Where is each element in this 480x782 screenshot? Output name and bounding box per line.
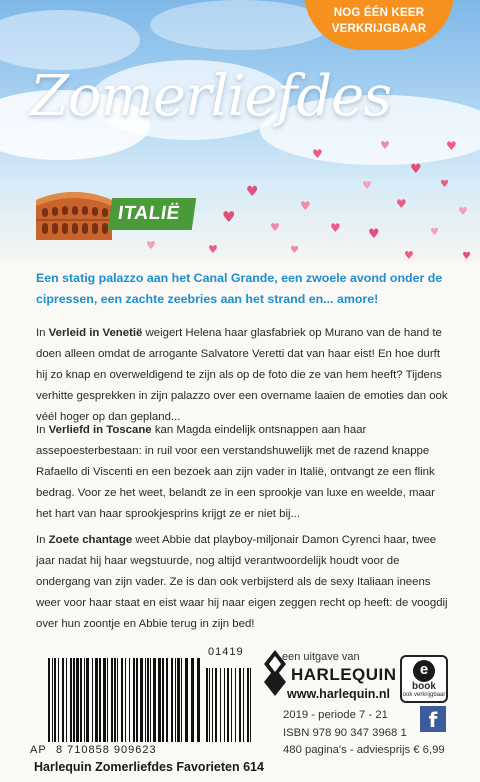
barcode-digits: 8 710858 909623 (56, 744, 157, 756)
story-title: Zoete chantage (48, 534, 133, 546)
story-title: Verleid in Venetië (48, 327, 143, 339)
barcode-bar (76, 658, 79, 742)
barcode-addon-bar (220, 668, 221, 742)
heart-icon: ♥ (430, 227, 439, 238)
barcode-bar (84, 658, 85, 742)
barcode-bar (140, 658, 143, 742)
barcode-bar (103, 658, 106, 742)
barcode-bar (95, 658, 98, 742)
heart-icon: ♥ (208, 243, 218, 256)
colosseum-icon (34, 186, 114, 240)
heart-icon: ♥ (446, 139, 457, 153)
story-prefix: In (36, 534, 49, 546)
barcode-addon: 01419 (208, 646, 244, 658)
heart-icon: ♥ (270, 221, 280, 234)
barcode-bar (80, 658, 82, 742)
barcode-bar (70, 658, 72, 742)
barcode-addon-bar (250, 668, 251, 742)
story-text: kan Magda eindelijk ontsnappen aan haar assepoesterbestaan: in ruil voor een verstandshuwelijk met de razend knappe Rafaello di Viscenti en een bezoek aan zijn vader in Italië, ontvangt ze een flink bedrag. Voor ze het weet, belandt ze in een sprookje van luxe en weelde, maar het hart van haar sprookjesprins krijgt ze er niet bij... (36, 424, 435, 520)
barcode-bar (166, 658, 168, 742)
heart-icon: ♥ (404, 249, 414, 262)
barcode-bar (177, 658, 180, 742)
barcode-bar (171, 658, 173, 742)
barcode-bar (150, 658, 151, 742)
story-text: weigert Helena haar glasfabriek op Murano van de hand te doen alleen omdat de arrogante Salvatore Veretti dat van haar eist! En hoe durft hij zo knap en overweldigend te zijn als op de foto die ze van hem heeft? Tijdens verhitte gesprekken in zijn palazzo over een overname laaien de emoties dan ook véél hoger op dan gepland... (36, 327, 448, 423)
barcode-bar (125, 658, 126, 742)
publisher-tagline: een uitgave van (282, 651, 360, 663)
barcode-bar (54, 658, 56, 742)
barcode-bar (181, 658, 182, 742)
barcode-addon-bar (206, 668, 208, 742)
barcode-bar (111, 658, 113, 742)
barcode-bar (92, 658, 93, 742)
barcode-addon-bar (224, 668, 225, 742)
barcode-bar (66, 658, 67, 742)
series-title: Zomerliefdes (30, 64, 392, 129)
ebook-icon (400, 655, 448, 703)
heart-icon: ♥ (362, 179, 372, 192)
barcode-bar (136, 658, 138, 742)
publisher-website[interactable]: www.harlequin.nl (287, 687, 391, 701)
heart-icon: ♥ (290, 245, 299, 256)
story-title: Verliefd in Toscane (48, 424, 152, 436)
heart-icon: ♥ (462, 251, 471, 262)
barcode-addon-bar (212, 668, 213, 742)
heart-icon: ♥ (146, 239, 156, 252)
ebook-word: book (412, 681, 436, 692)
barcode-addon-bar (243, 668, 244, 742)
barcode-bar (117, 658, 118, 742)
barcode-addon-bar (209, 668, 210, 742)
heart-icon: ♥ (440, 179, 449, 190)
barcode-bar (162, 658, 164, 742)
barcode-addon-bar (231, 668, 232, 742)
barcode-addon-bar (235, 668, 236, 742)
barcode-bar (99, 658, 101, 742)
story-prefix: In (36, 424, 49, 436)
barcode-bar (62, 658, 64, 742)
country-label: ITALIË (108, 198, 196, 230)
heart-icon: ♥ (380, 139, 390, 152)
heart-icon: ♥ (330, 221, 341, 235)
barcode-bar (158, 658, 161, 742)
barcode-addon-bar (247, 668, 249, 742)
barcode-prefix: AP (30, 744, 47, 756)
barcode-bar (175, 658, 176, 742)
series-footer: Harlequin Zomerliefdes Favorieten 614 (34, 760, 264, 774)
barcode (30, 646, 254, 756)
intro-text: Een statig palazzo aan het Canal Grande, een zwoele avond onder de cipressen, een zachte zeebries aan het strand en... amore! (36, 271, 443, 306)
heart-icon: ♥ (410, 162, 422, 177)
barcode-bar (52, 658, 53, 742)
barcode-bar (107, 658, 108, 742)
barcode-bars (30, 658, 254, 748)
heart-icon: ♥ (396, 197, 407, 211)
barcode-bar (129, 658, 130, 742)
barcode-bar (147, 658, 149, 742)
badge-line-2: VERKRIJGBAAR (331, 22, 427, 35)
story-paragraph-3 (36, 530, 450, 635)
barcode-bar (86, 658, 89, 742)
story-paragraph-1 (36, 323, 450, 428)
barcode-addon-bar (215, 668, 217, 742)
isbn: ISBN 978 90 347 3968 1 (283, 727, 407, 739)
heart-icon: ♥ (458, 205, 468, 218)
barcode-addon-bar (239, 668, 241, 742)
barcode-bar (153, 658, 156, 742)
heart-icon: ♥ (222, 208, 236, 226)
barcode-bar (185, 658, 188, 742)
publisher-name: HARLEQUIN (291, 665, 397, 684)
barcode-bar (145, 658, 146, 742)
barcode-bar (58, 658, 59, 742)
story-prefix: In (36, 327, 49, 339)
story-paragraph-2 (36, 420, 450, 525)
edition-info: 2019 - periode 7 - 21 (283, 709, 388, 721)
pages-price: 480 pagina's - adviesprijs € 6,99 (283, 744, 445, 756)
heart-icon: ♥ (246, 184, 259, 200)
ebook-letter: e (413, 660, 435, 682)
story-text: weet Abbie dat playboy-miljonair Damon Cyrenci haar, twee jaar nadat hij haar wegstuurde, nog altijd verantwoordelijk houdt voor de ondergang van zijn vader. Ze is dan ook verbijsterd als de sexy Italiaan ineens weer voor haar staat en eist waar hij naar eigen zeggen recht op heeft: de voogdij over hun zoontje en Abbie terug in zijn bed! (36, 534, 448, 630)
heart-icon: ♥ (368, 227, 380, 242)
heart-icon: ♥ (300, 199, 311, 213)
barcode-bar (48, 658, 50, 742)
badge-line-1: NOG ÉÉN KEER (333, 7, 425, 19)
cloud (150, 0, 330, 50)
ebook-caption: ook verkrijgbaar (402, 692, 446, 698)
barcode-addon-bar (227, 668, 229, 742)
barcode-bar (197, 658, 200, 742)
facebook-icon[interactable]: f (420, 706, 446, 732)
barcode-bar (121, 658, 123, 742)
barcode-bar (114, 658, 116, 742)
barcode-bar (133, 658, 135, 742)
barcode-bar (191, 658, 194, 742)
heart-icon: ♥ (312, 147, 323, 161)
cloud (0, 10, 140, 70)
barcode-bar (73, 658, 75, 742)
